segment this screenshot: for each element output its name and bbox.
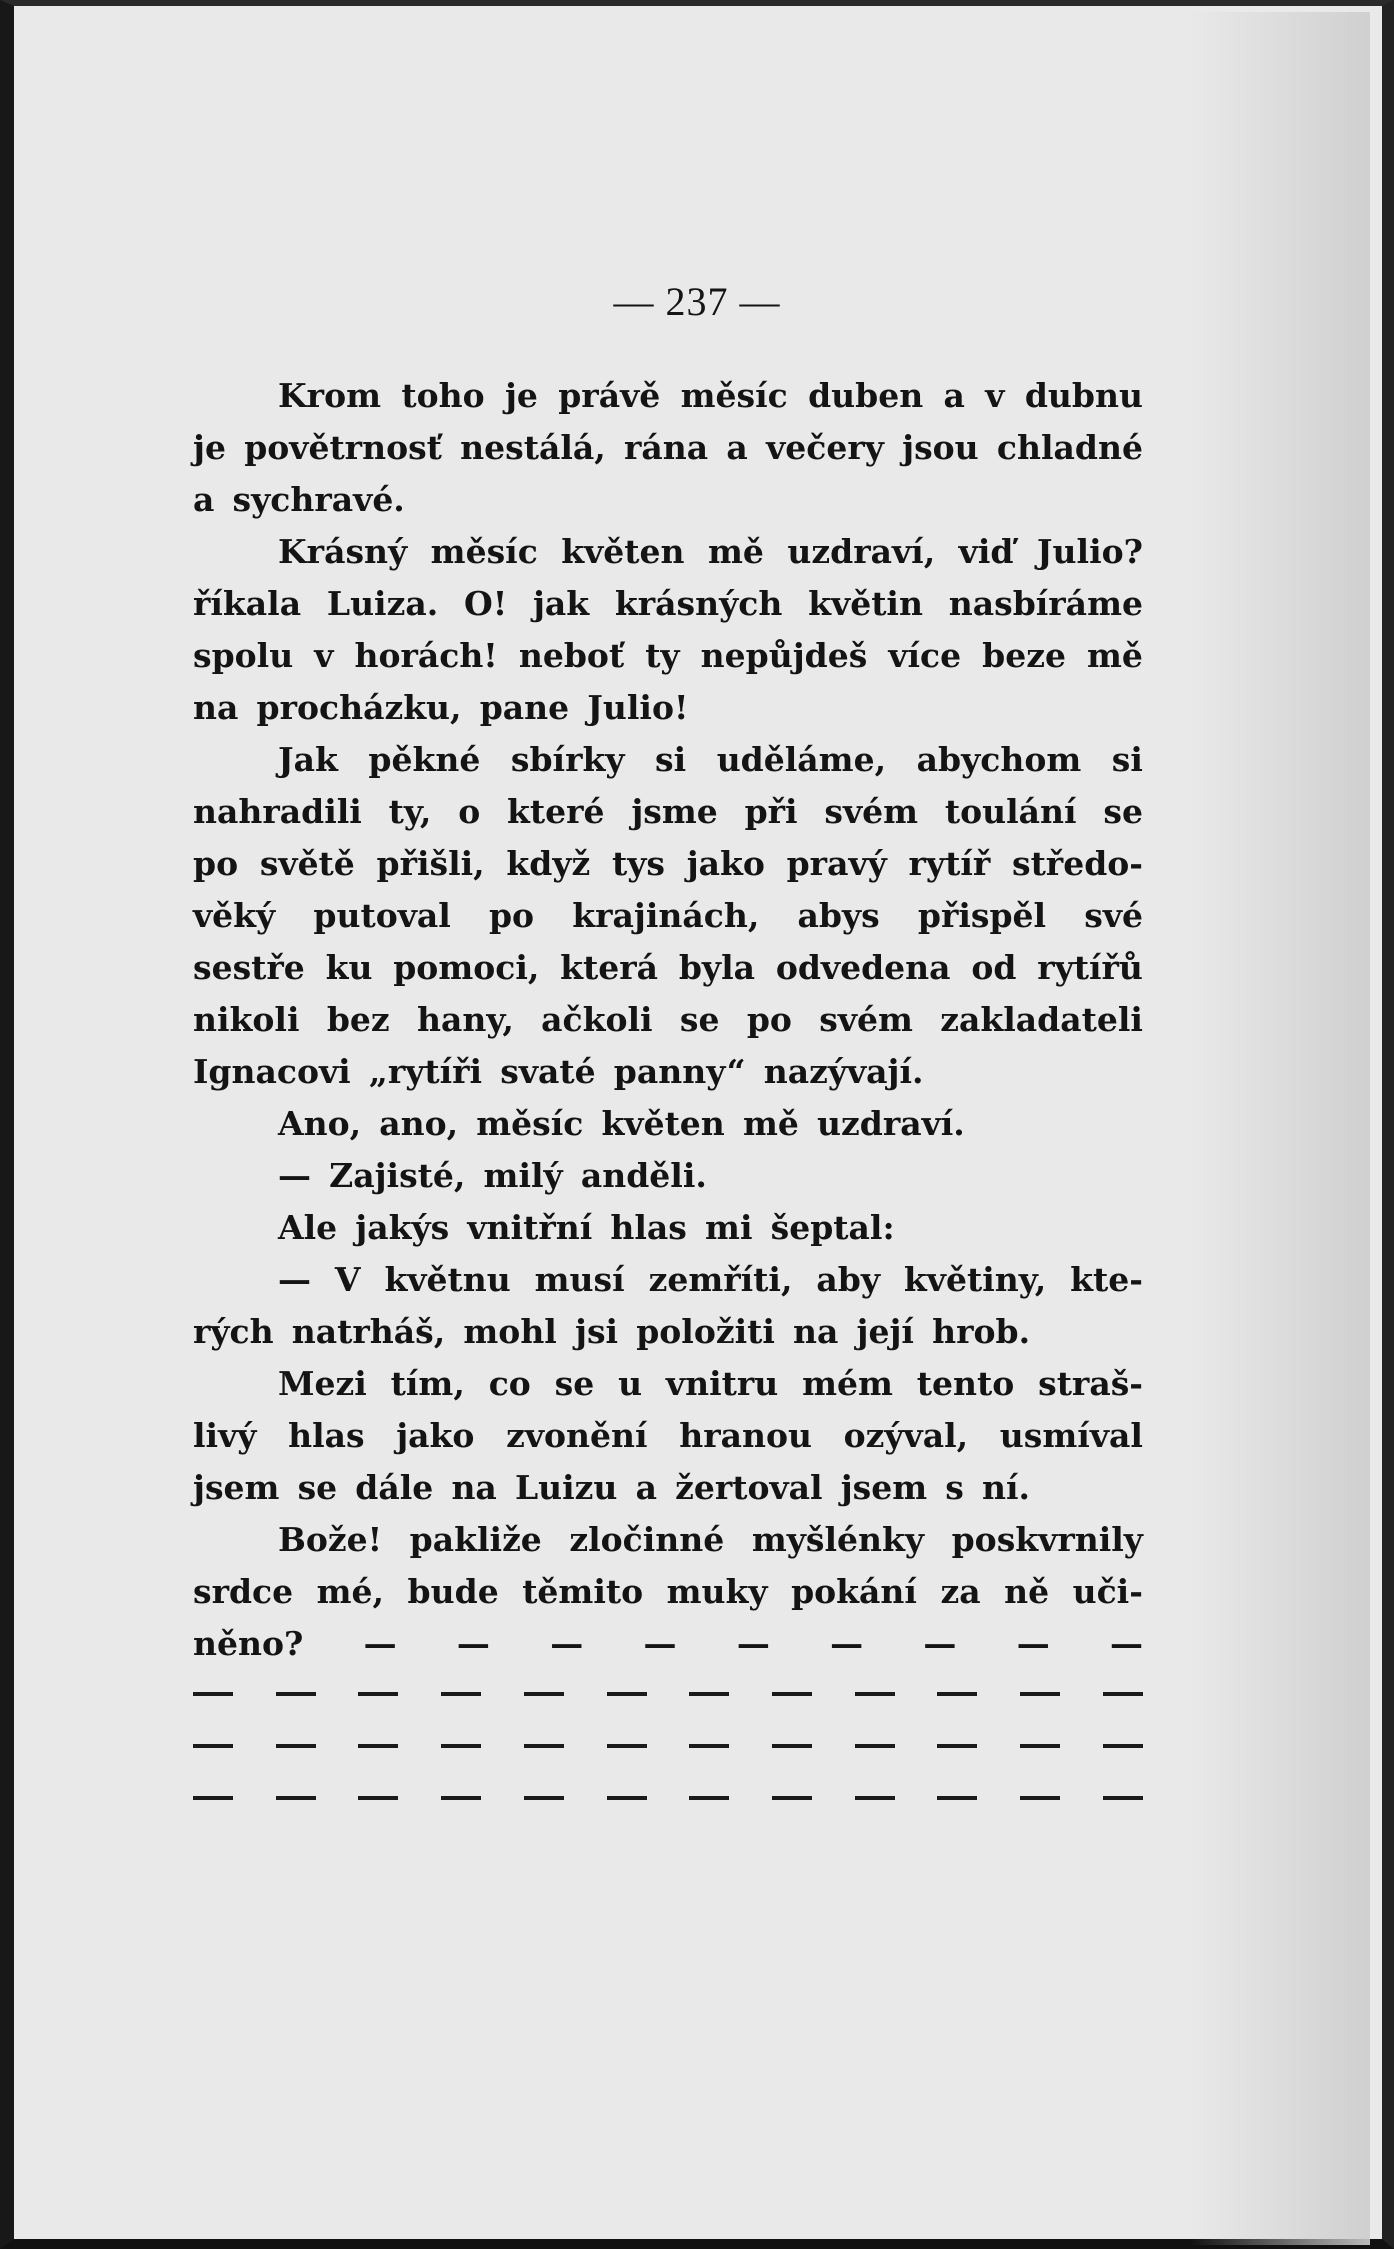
dash (524, 1796, 564, 1800)
word: jsme (631, 792, 718, 831)
dash (772, 1692, 812, 1696)
word: květnu (384, 1260, 511, 1299)
word: si (655, 740, 687, 779)
word: na (193, 688, 239, 727)
text-line (193, 1410, 1143, 1462)
text-line (193, 786, 1143, 838)
word: přišli, (376, 844, 485, 883)
word: svém (819, 1000, 913, 1039)
page-shadow (1190, 12, 1370, 2245)
word: v (314, 636, 334, 675)
word: duben (808, 376, 924, 415)
word: kte- (1070, 1260, 1143, 1299)
word: — (1016, 1624, 1050, 1663)
word: milý (483, 1156, 563, 1195)
dash (524, 1744, 564, 1748)
word: sbírky (510, 740, 625, 779)
word: rána (624, 428, 709, 467)
word: zakladateli (940, 1000, 1143, 1039)
word: abys (797, 896, 880, 935)
word: a (193, 480, 215, 519)
word: jsou (902, 428, 979, 467)
dash (607, 1692, 647, 1696)
text-line (193, 1618, 1143, 1670)
word: mě (708, 532, 764, 571)
word: Krom (278, 376, 381, 415)
word: na (451, 1468, 497, 1507)
dash (193, 1692, 233, 1696)
dash (937, 1744, 977, 1748)
word: mé, (316, 1572, 385, 1611)
word: se (679, 1000, 720, 1039)
word: dubnu (1024, 376, 1143, 415)
word: nestálá, (460, 428, 606, 467)
word: dále (355, 1468, 434, 1507)
dash (1020, 1796, 1060, 1800)
word: viď (958, 532, 1014, 571)
word: chladné (996, 428, 1143, 467)
word: ku (325, 948, 373, 987)
dash (358, 1796, 398, 1800)
dash (1103, 1692, 1143, 1696)
dash (607, 1796, 647, 1800)
word: beze (982, 636, 1066, 675)
word: — (278, 1260, 311, 1299)
word: O! (463, 584, 508, 623)
text-line (193, 1462, 1143, 1514)
word: odvedena (775, 948, 951, 987)
word: ty, (388, 792, 432, 831)
word: její (856, 1312, 914, 1351)
text-line (193, 890, 1143, 942)
dash (441, 1692, 481, 1696)
word: livý (193, 1416, 257, 1455)
word: — (923, 1624, 957, 1663)
word: Luiza. (326, 584, 439, 623)
word: — (363, 1624, 397, 1663)
word: věký (193, 896, 276, 935)
dash (855, 1692, 895, 1696)
word: — (456, 1624, 490, 1663)
word: usmíval (999, 1416, 1143, 1455)
word: nazývají. (763, 1052, 924, 1091)
word: Mezi (278, 1364, 367, 1403)
word: krajinách, (572, 896, 760, 935)
word: květin (808, 584, 923, 623)
word: právě (558, 376, 661, 415)
word: po (746, 1000, 792, 1039)
text-line (193, 578, 1143, 630)
dash (441, 1744, 481, 1748)
dash (276, 1692, 316, 1696)
word: hany, (416, 1000, 514, 1039)
text-line (193, 1306, 1143, 1358)
word: nikoli (193, 1000, 300, 1039)
word: Julio! (587, 688, 689, 727)
text-line (193, 1046, 1143, 1098)
word: ozýval, (843, 1416, 969, 1455)
word: s (945, 1468, 964, 1507)
dash (276, 1744, 316, 1748)
word: přispěl (917, 896, 1047, 935)
dash (276, 1796, 316, 1800)
word: květen (561, 532, 685, 571)
word: zločinné (569, 1520, 725, 1559)
word: vnitru (665, 1364, 779, 1403)
dash-row (193, 1744, 1143, 1748)
word: panny“ (613, 1052, 746, 1091)
text-line (193, 1254, 1143, 1306)
word: jak (532, 584, 590, 623)
word: sestře (193, 948, 305, 987)
dash (855, 1796, 895, 1800)
word: rytířů (1037, 948, 1143, 987)
word: je (193, 428, 226, 467)
word: hranou (679, 1416, 812, 1455)
dash (524, 1692, 564, 1696)
word: když (506, 844, 591, 883)
text-line (193, 1358, 1143, 1410)
dash (358, 1744, 398, 1748)
word: — (736, 1624, 770, 1663)
word: v (985, 376, 1005, 415)
dash (358, 1692, 398, 1696)
word: hrob. (932, 1312, 1031, 1351)
word: své (1084, 896, 1143, 935)
text-line (193, 422, 1143, 474)
word: ní. (982, 1468, 1031, 1507)
dash (689, 1796, 729, 1800)
word: sychravé. (232, 480, 405, 519)
word: svaté (500, 1052, 596, 1091)
word: od (971, 948, 1017, 987)
word: mě (742, 1104, 799, 1143)
word: nepůjdeš (700, 636, 868, 675)
text-line (193, 734, 1143, 786)
word: mi (705, 1208, 753, 1247)
word: Luizu (514, 1468, 618, 1507)
text-line (193, 942, 1143, 994)
word: V (334, 1260, 361, 1299)
dash (441, 1796, 481, 1800)
dash (1103, 1796, 1143, 1800)
word: toho (401, 376, 485, 415)
word: Ignacovi (193, 1052, 351, 1091)
word: světě (259, 844, 355, 883)
word: za (940, 1572, 981, 1611)
word: jsem (193, 1468, 280, 1507)
word: rytíř (908, 844, 991, 883)
text-line (193, 526, 1143, 578)
word: mém (802, 1364, 893, 1403)
word: uděláme, (716, 740, 887, 779)
word: pravý (786, 844, 887, 883)
word: muky (666, 1572, 768, 1611)
text-line (193, 630, 1143, 682)
word: myšlénky (751, 1520, 925, 1559)
dash-row (193, 1796, 1143, 1800)
word: abychom (916, 740, 1082, 779)
word: měsíc (476, 1104, 584, 1143)
word: — (278, 1156, 311, 1195)
word: povětrnosť (244, 428, 442, 467)
word: aby (816, 1260, 880, 1299)
word: hlas (610, 1208, 687, 1247)
word: pomoci, (393, 948, 540, 987)
word: bude (407, 1572, 499, 1611)
word: středo- (1011, 844, 1143, 883)
word: ano, (379, 1104, 459, 1143)
word: tím, (390, 1364, 465, 1403)
word: pane (479, 688, 570, 727)
word: tys (611, 844, 665, 883)
word: Krásný (278, 532, 408, 571)
dash (772, 1744, 812, 1748)
word: vnitřní (467, 1208, 593, 1247)
word: při (744, 792, 798, 831)
word: Zajisté, (329, 1156, 466, 1195)
word: která (560, 948, 659, 987)
word: a (635, 1468, 657, 1507)
word: — (830, 1624, 864, 1663)
dash (689, 1744, 729, 1748)
word: ty (645, 636, 680, 675)
word: květiny, (903, 1260, 1047, 1299)
word: a (726, 428, 748, 467)
text-line (193, 1202, 1143, 1254)
word: neboť (518, 636, 625, 675)
word: Julio? (1036, 532, 1143, 571)
word: uzdraví. (817, 1104, 965, 1143)
dash (193, 1796, 233, 1800)
text-line (193, 474, 1143, 526)
word: zvonění (506, 1416, 648, 1455)
word: anděli. (580, 1156, 707, 1195)
dash (607, 1744, 647, 1748)
word: si (1111, 740, 1143, 779)
word: po (193, 844, 239, 883)
word: na (793, 1312, 839, 1351)
word: mě (1087, 636, 1143, 675)
dash (772, 1796, 812, 1800)
dash (689, 1692, 729, 1696)
dash (193, 1744, 233, 1748)
dash (1103, 1744, 1143, 1748)
word: květen (601, 1104, 725, 1143)
word: pokání (791, 1572, 917, 1611)
word: co (488, 1364, 531, 1403)
word: mohl (463, 1312, 557, 1351)
word: měsíc (680, 376, 788, 415)
word: se (297, 1468, 338, 1507)
text-line (193, 1514, 1143, 1566)
word: krásných (614, 584, 783, 623)
text-line (193, 370, 1143, 422)
word: nahradili (193, 792, 362, 831)
word: více (888, 636, 962, 675)
word: musí (534, 1260, 625, 1299)
dash (855, 1744, 895, 1748)
body-text (193, 370, 1143, 1670)
dash-row (193, 1692, 1143, 1696)
word: nasbíráme (948, 584, 1143, 623)
word: zemříti, (648, 1260, 793, 1299)
word: tento (916, 1364, 1015, 1403)
word: jako (396, 1416, 475, 1455)
dash (1020, 1744, 1060, 1748)
word: něno? (193, 1624, 304, 1663)
word: — (550, 1624, 584, 1663)
word: uči- (1072, 1572, 1143, 1611)
word: „rytíři (368, 1052, 483, 1091)
word: byla (678, 948, 756, 987)
dash (1020, 1692, 1060, 1696)
word: putoval (313, 896, 451, 935)
word: natrháš, (291, 1312, 446, 1351)
word: pakliže (409, 1520, 542, 1559)
word: horách! (354, 636, 498, 675)
word: pěkné (368, 740, 481, 779)
text-line (193, 1098, 1143, 1150)
word: ačkoli (541, 1000, 653, 1039)
word: večery (766, 428, 884, 467)
word: bez (326, 1000, 390, 1039)
word: — (643, 1624, 677, 1663)
word: Jak (278, 740, 338, 779)
dash (937, 1692, 977, 1696)
word: měsíc (430, 532, 538, 571)
word: svém (824, 792, 919, 831)
dash (937, 1796, 977, 1800)
word: procházku, (256, 688, 462, 727)
text-line (193, 994, 1143, 1046)
word: žertoval (675, 1468, 823, 1507)
word: jsem (840, 1468, 928, 1507)
text-line (193, 838, 1143, 890)
word: jako (686, 844, 765, 883)
text-line (193, 1150, 1143, 1202)
word: spolu (193, 636, 294, 675)
word: které (507, 792, 605, 831)
word: jsi (575, 1312, 619, 1351)
word: u (618, 1364, 643, 1403)
word: — (1110, 1624, 1143, 1663)
word: ně (1004, 1572, 1050, 1611)
word: poskvrnily (951, 1520, 1143, 1559)
word: po (488, 896, 535, 935)
word: straš- (1038, 1364, 1143, 1403)
word: srdce (193, 1572, 294, 1611)
word: říkala (193, 584, 302, 623)
word: uzdraví, (787, 532, 936, 571)
word: hlas (288, 1416, 365, 1455)
word: toulání (944, 792, 1077, 831)
word: o (458, 792, 481, 831)
text-line (193, 682, 1143, 734)
word: položiti (636, 1312, 775, 1351)
page-number: — 237 — (613, 279, 781, 324)
word: šeptal: (770, 1208, 895, 1247)
word: Ale (278, 1208, 338, 1247)
word: se (1103, 792, 1143, 831)
word: Bože! (278, 1520, 383, 1559)
word: rých (193, 1312, 274, 1351)
word: je (504, 376, 538, 415)
word: jakýs (355, 1208, 450, 1247)
word: se (554, 1364, 595, 1403)
word: Ano, (278, 1104, 362, 1143)
text-line (193, 1566, 1143, 1618)
word: a (943, 376, 965, 415)
word: těmito (522, 1572, 644, 1611)
